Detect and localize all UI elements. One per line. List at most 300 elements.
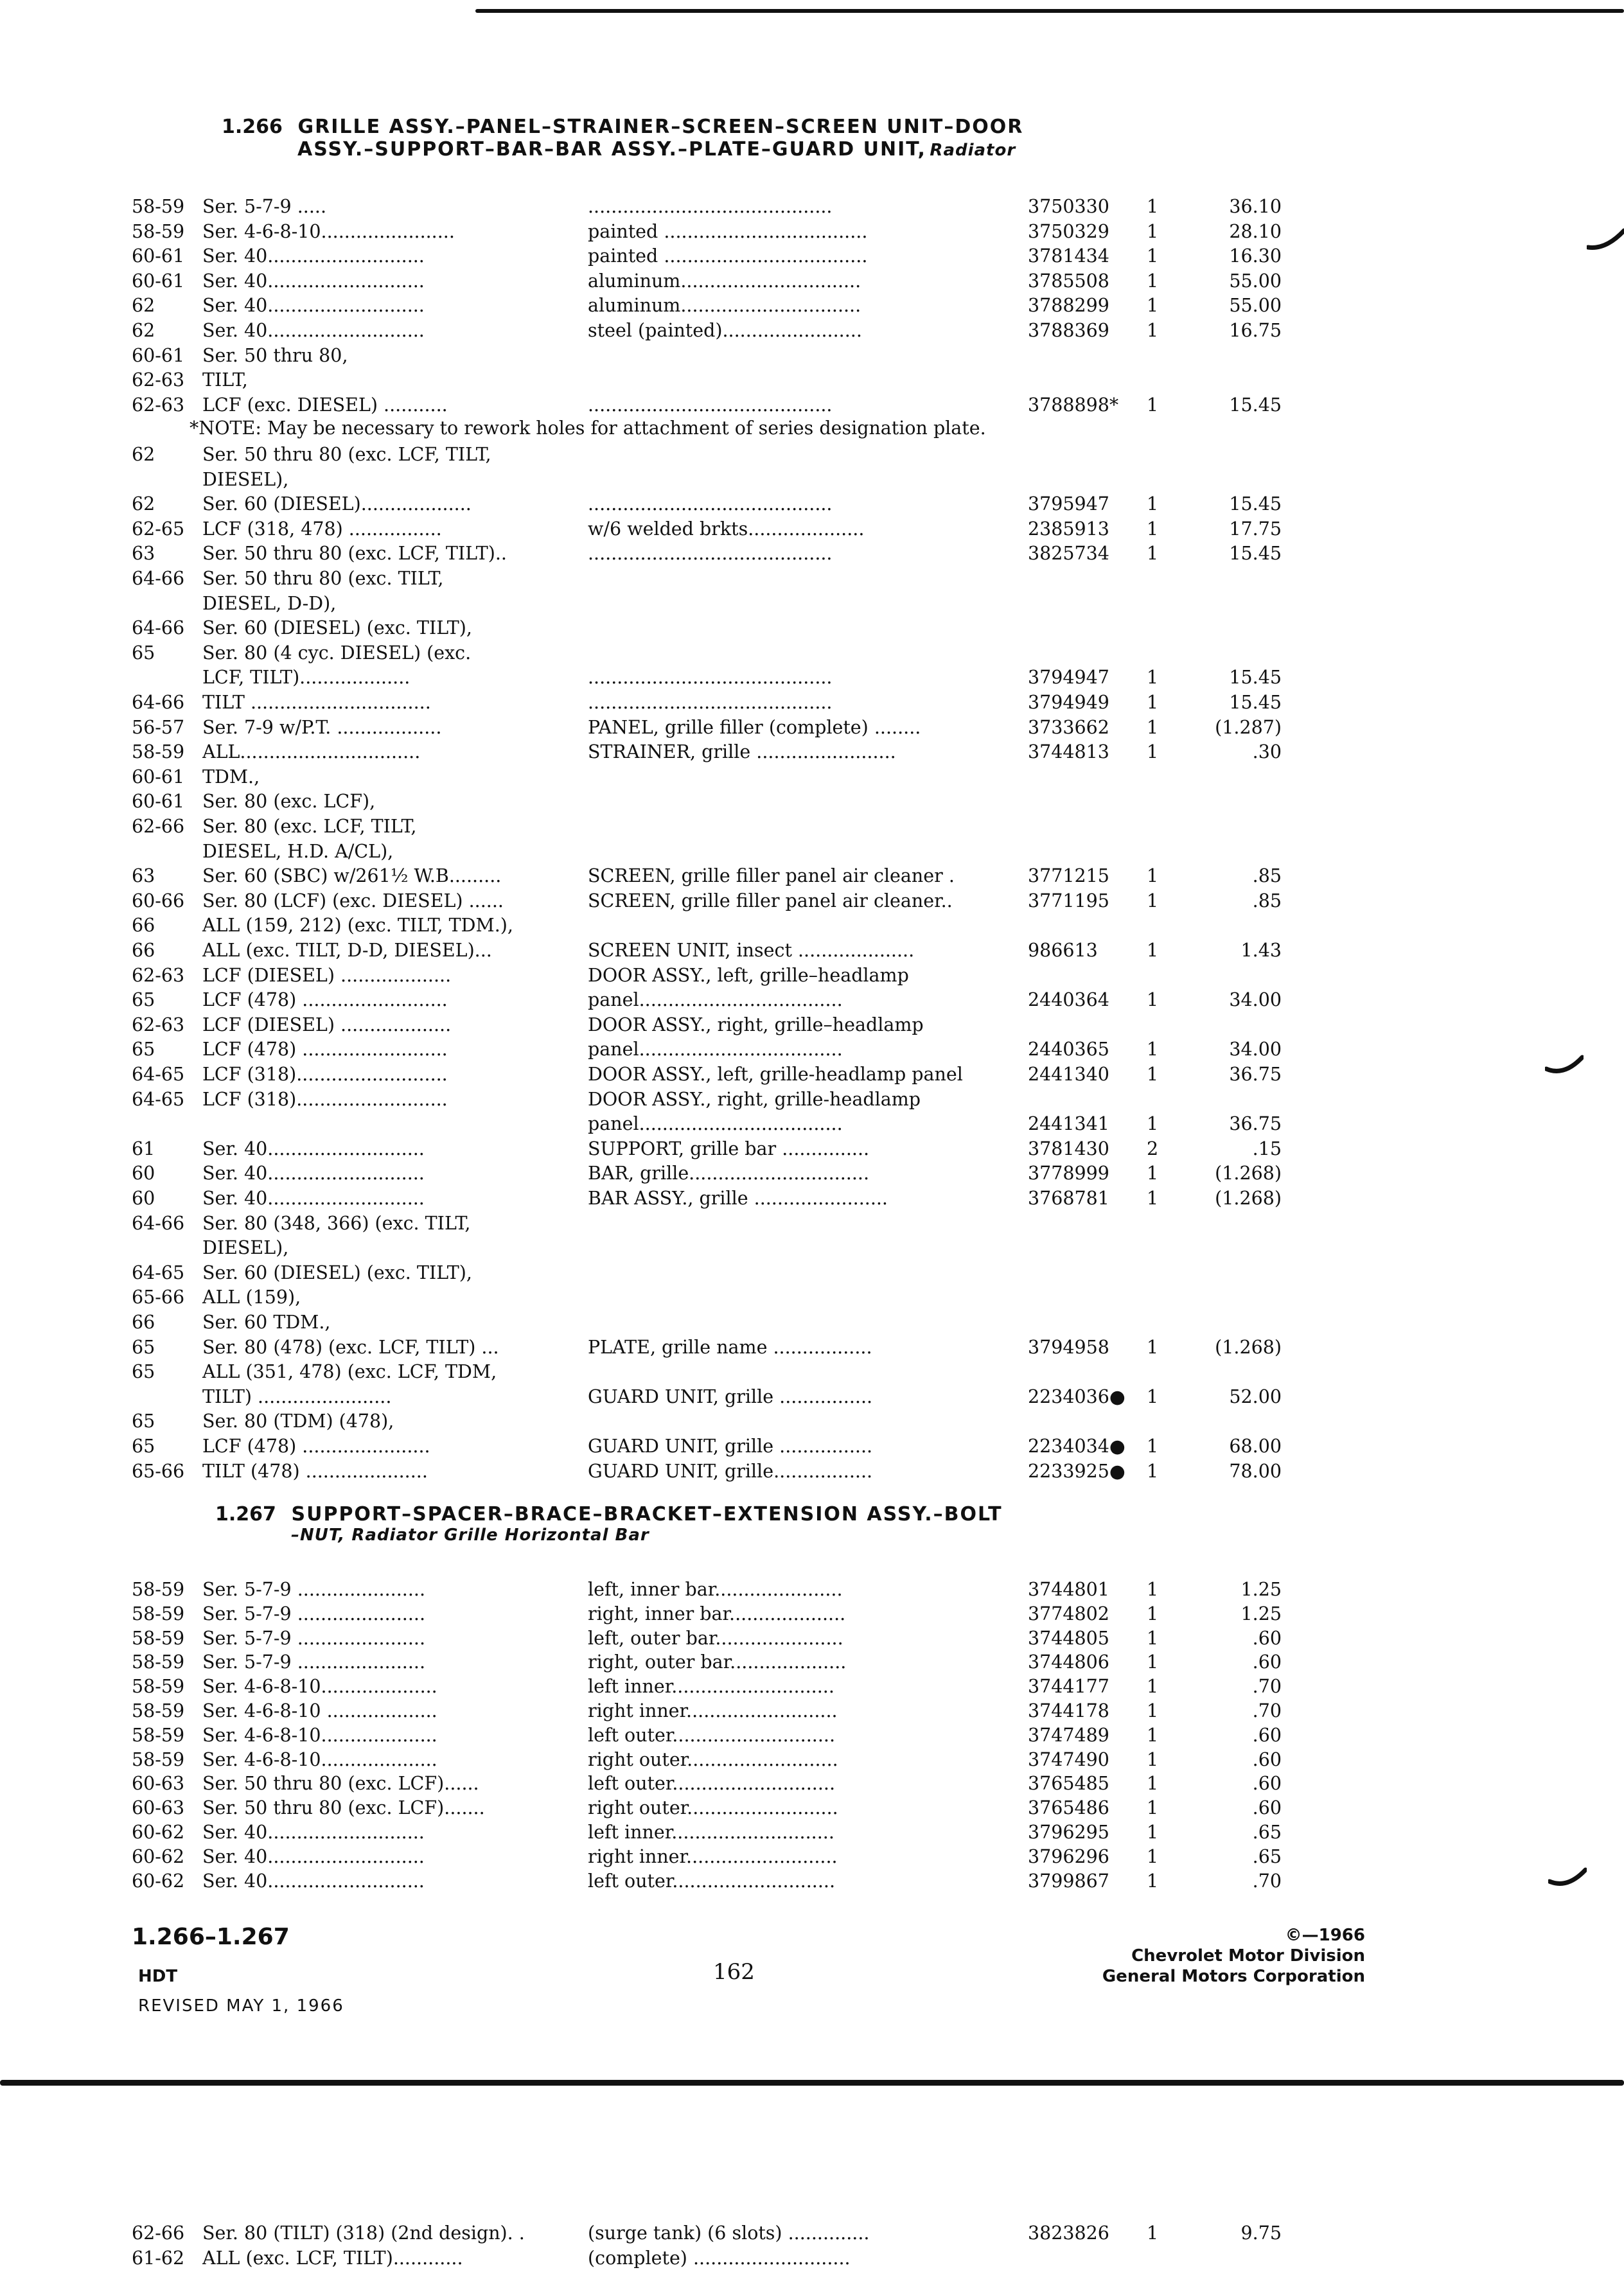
table-row	[0, 1845, 1624, 1869]
part-number-cell: 2441341	[1028, 1113, 1109, 1135]
application-cell: Ser. 50 thru 80,	[202, 344, 348, 366]
description-cell: right inner..........................	[588, 1700, 838, 1721]
quantity-cell: 1	[1147, 220, 1159, 242]
year-cell: 60-61	[132, 245, 185, 267]
quantity-cell: 1	[1147, 1627, 1159, 1649]
section-title-line1: GRILLE ASSY.–PANEL–STRAINER–SCREEN–SCREEN UNIT–DOOR	[297, 116, 1024, 138]
application-cell: ALL...............................	[202, 741, 421, 763]
quantity-cell: 1	[1147, 1748, 1159, 1770]
description-cell: right, outer bar....................	[588, 1651, 847, 1673]
quantity-cell: 1	[1147, 1773, 1159, 1795]
application-cell: Ser. 40...........................	[202, 1163, 425, 1184]
application-cell: Ser. 40...........................	[202, 320, 425, 341]
year-cell: 64-66	[132, 568, 185, 589]
year-cell: 62-63	[132, 1014, 185, 1035]
part-number-cell: 3747489	[1028, 1724, 1109, 1746]
part-number-cell: 3781434	[1028, 245, 1109, 267]
quantity-cell: 1	[1147, 2222, 1159, 2244]
year-cell: 60-66	[132, 890, 185, 911]
part-number-cell: 3765486	[1028, 1797, 1109, 1819]
price-cell: 1.43	[1240, 940, 1282, 961]
description-cell: DOOR ASSY., left, grille-headlamp panel	[588, 1064, 963, 1085]
year-cell: 63	[132, 543, 155, 565]
application-cell: ALL (exc. LCF, TILT)............	[202, 2247, 463, 2269]
table-row	[0, 1748, 1624, 1772]
year-cell: 62-63	[132, 964, 185, 986]
year-cell: 61-62	[132, 2247, 185, 2269]
table-row	[0, 592, 1624, 615]
price-cell: 36.75	[1229, 1113, 1282, 1135]
application-cell: TILT ...............................	[202, 692, 431, 713]
footer-company-line2: General Motors Corporation	[1102, 1967, 1365, 1986]
price-cell: 1.25	[1240, 1603, 1282, 1624]
part-number-cell: 3796295	[1028, 1822, 1109, 1843]
application-cell: Ser. 40...........................	[202, 1870, 425, 1892]
price-cell: 9.75	[1240, 2222, 1282, 2244]
application-cell: Ser. 60 (DIESEL) (exc. TILT),	[202, 1262, 472, 1283]
part-number-cell: 3794958	[1028, 1336, 1109, 1358]
year-cell: 62-66	[132, 816, 185, 837]
application-cell: LCF (318)..........................	[202, 1064, 448, 1085]
table-row	[0, 889, 1624, 913]
description-cell: left inner............................	[588, 1822, 834, 1843]
footer-company-line1: Chevrolet Motor Division	[1131, 1946, 1365, 1966]
description-cell: painted ...................................	[588, 245, 868, 267]
quantity-cell: 1	[1147, 940, 1159, 961]
table-row	[0, 616, 1624, 640]
description-cell: (surge tank) (6 slots) ..............	[588, 2222, 870, 2244]
application-cell: Ser. 80 (LCF) (exc. DIESEL) ......	[202, 890, 504, 911]
section-2-heading	[215, 1503, 1003, 1545]
year-cell: 65	[132, 642, 155, 664]
part-number-cell: 2385913	[1028, 518, 1109, 540]
table-row	[0, 1112, 1624, 1136]
quantity-cell: 1	[1147, 1436, 1159, 1457]
year-cell: 62	[132, 444, 155, 465]
footer-revised: REVISED MAY 1, 1966	[138, 1996, 344, 2016]
price-cell: 55.00	[1229, 270, 1282, 292]
price-cell: .70	[1252, 1676, 1282, 1698]
table-row	[0, 1013, 1624, 1037]
description-cell: BAR, grille...............................	[588, 1163, 870, 1184]
price-cell: 34.00	[1229, 989, 1282, 1011]
application-cell: Ser. 80 (TILT) (318) (2nd design). .	[202, 2222, 525, 2244]
section-number: 1.267	[215, 1503, 276, 1526]
application-cell: LCF (318, 478) ................	[202, 518, 442, 540]
table-row	[0, 468, 1624, 491]
description-cell: GUARD UNIT, grille.................	[588, 1460, 873, 1482]
quantity-cell: 1	[1147, 1039, 1159, 1060]
table-row	[0, 1626, 1624, 1650]
quantity-cell: 1	[1147, 1700, 1159, 1721]
year-cell: 60	[132, 1163, 155, 1184]
application-cell: DIESEL, H.D. A/CL),	[202, 840, 394, 862]
part-number-cell: 3795947	[1028, 493, 1109, 515]
year-cell: 66	[132, 915, 155, 937]
price-cell: 55.00	[1229, 295, 1282, 317]
price-cell: (1.268)	[1215, 1188, 1282, 1209]
description-cell: left, outer bar......................	[588, 1627, 843, 1649]
application-cell: DIESEL),	[202, 1237, 289, 1259]
part-number-cell: 3788299	[1028, 295, 1109, 317]
table-row	[0, 1796, 1624, 1820]
description-cell: BAR ASSY., grille .......................	[588, 1188, 888, 1209]
description-cell: panel...................................	[588, 989, 843, 1011]
description-cell: DOOR ASSY., right, grille-headlamp	[588, 1088, 921, 1110]
quantity-cell: 1	[1147, 1386, 1159, 1407]
table-row	[0, 269, 1624, 293]
price-cell: 34.00	[1229, 1039, 1282, 1060]
description-cell: STRAINER, grille ........................	[588, 741, 896, 763]
quantity-cell: 1	[1147, 493, 1159, 515]
table-row	[0, 1285, 1624, 1309]
quantity-cell: 1	[1147, 245, 1159, 267]
application-cell: LCF (478) .........................	[202, 989, 448, 1011]
price-cell: .85	[1252, 890, 1282, 911]
application-cell: Ser. 5-7-9 .....	[202, 196, 327, 217]
price-cell: 15.45	[1229, 692, 1282, 713]
application-cell: Ser. 50 thru 80 (exc. LCF)......	[202, 1773, 479, 1795]
year-cell: 65	[132, 989, 155, 1011]
check-mark	[1587, 228, 1624, 254]
table-row	[0, 567, 1624, 590]
check-mark	[1545, 1053, 1584, 1079]
application-cell: Ser. 4-6-8-10.......................	[202, 220, 455, 242]
application-cell: Ser. 50 thru 80 (exc. LCF, TILT,	[202, 444, 491, 465]
part-number-cell: 3794949	[1028, 692, 1109, 713]
part-number-cell: 3744801	[1028, 1579, 1109, 1600]
table-row	[0, 393, 1624, 417]
quantity-cell: 1	[1147, 890, 1159, 911]
application-cell: Ser. 60 TDM.,	[202, 1312, 331, 1333]
description-cell: painted ...................................	[588, 220, 868, 242]
application-cell: Ser. 4-6-8-10....................	[202, 1724, 437, 1746]
application-cell: Ser. 40...........................	[202, 1822, 425, 1843]
application-cell: Ser. 7-9 w/P.T. ..................	[202, 716, 442, 738]
quantity-cell: 1	[1147, 1188, 1159, 1209]
price-cell: (1.268)	[1215, 1163, 1282, 1184]
year-cell: 62-63	[132, 369, 185, 391]
table-row	[0, 864, 1624, 888]
table-row	[0, 1236, 1624, 1260]
application-cell: Ser. 40...........................	[202, 1188, 425, 1209]
description-cell: ..........................................	[588, 692, 833, 713]
part-number-cell: 3799867	[1028, 1870, 1109, 1892]
table-row	[0, 1186, 1624, 1210]
year-cell: 58-59	[132, 1651, 185, 1673]
year-cell: 62-65	[132, 518, 185, 540]
table-row	[0, 963, 1624, 987]
quantity-cell: 1	[1147, 1579, 1159, 1600]
application-cell: Ser. 80 (TDM) (478),	[202, 1411, 394, 1432]
application-cell: LCF (478) ......................	[202, 1436, 430, 1457]
application-cell: Ser. 40...........................	[202, 245, 425, 267]
part-number-cell: 2234036●	[1028, 1386, 1125, 1407]
table-row	[0, 1772, 1624, 1795]
description-cell: SCREEN UNIT, insect ....................	[588, 940, 915, 961]
table-row	[0, 641, 1624, 665]
part-number-cell: 3788369	[1028, 320, 1109, 341]
table-row	[0, 1409, 1624, 1433]
table-row	[0, 220, 1624, 243]
application-cell: ALL (351, 478) (exc. LCF, TDM,	[202, 1361, 497, 1383]
description-cell: ..........................................	[588, 543, 833, 565]
description-cell: DOOR ASSY., right, grille–headlamp	[588, 1014, 924, 1035]
part-number-cell: 3823826	[1028, 2222, 1109, 2244]
description-cell: left outer............................	[588, 1724, 836, 1746]
year-cell: 64-65	[132, 1088, 185, 1110]
part-number-cell: 2233925●	[1028, 1460, 1125, 1482]
description-cell: left, inner bar......................	[588, 1579, 843, 1600]
part-number-cell: 3747490	[1028, 1748, 1109, 1770]
description-cell: left inner............................	[588, 1676, 834, 1698]
part-number-cell: 3744805	[1028, 1627, 1109, 1649]
application-cell: Ser. 5-7-9 ......................	[202, 1603, 426, 1624]
year-cell: 58-59	[132, 1579, 185, 1600]
quantity-cell: 1	[1147, 1676, 1159, 1698]
part-number-cell: 3788898*	[1028, 394, 1119, 416]
description-cell: aluminum...............................	[588, 270, 861, 292]
footer-section-range: 1.266–1.267	[132, 1924, 290, 1950]
table-row	[0, 1602, 1624, 1626]
table-row	[0, 988, 1624, 1012]
description-cell: right, inner bar....................	[588, 1603, 846, 1624]
part-number-cell: 3744177	[1028, 1676, 1109, 1698]
quantity-cell: 1	[1147, 394, 1159, 416]
part-number-cell: 3794947	[1028, 667, 1109, 689]
part-number-cell: 2440365	[1028, 1039, 1109, 1060]
table-row	[0, 244, 1624, 268]
table-row	[0, 2246, 1624, 2270]
table-row	[0, 1062, 1624, 1086]
table-row	[0, 541, 1624, 565]
description-cell: ..........................................	[588, 493, 833, 515]
table-row	[0, 1360, 1624, 1384]
description-cell: SCREEN, grille filler panel air cleaner..	[588, 890, 953, 911]
year-cell: 60-61	[132, 766, 185, 787]
price-cell: 1.25	[1240, 1579, 1282, 1600]
table-row	[0, 443, 1624, 466]
table-row	[0, 368, 1624, 392]
table-row	[0, 789, 1624, 813]
year-cell: 62-66	[132, 2222, 185, 2244]
table-row	[0, 1723, 1624, 1747]
quantity-cell: 1	[1147, 1336, 1159, 1358]
year-cell: 58-59	[132, 196, 185, 217]
part-number-cell: 986613	[1028, 940, 1098, 961]
quantity-cell: 1	[1147, 1651, 1159, 1673]
price-cell: (1.268)	[1215, 1336, 1282, 1358]
description-cell: DOOR ASSY., left, grille–headlamp	[588, 964, 909, 986]
part-number-cell: 3785508	[1028, 270, 1109, 292]
section-1-heading	[222, 116, 1023, 161]
description-cell: w/6 welded brkts....................	[588, 518, 865, 540]
application-cell: Ser. 50 thru 80 (exc. TILT,	[202, 568, 444, 589]
section-title-suffix: Radiator	[930, 141, 1016, 160]
part-number-cell: 3744178	[1028, 1700, 1109, 1721]
part-number-cell: 3744806	[1028, 1651, 1109, 1673]
application-cell: LCF (478) .........................	[202, 1039, 448, 1060]
table-row	[0, 716, 1624, 739]
top-rule	[475, 9, 1624, 13]
quantity-cell: 1	[1147, 741, 1159, 763]
part-number-cell: 2440364	[1028, 989, 1109, 1011]
application-cell: LCF (exc. DIESEL) ...........	[202, 394, 448, 416]
description-cell: GUARD UNIT, grille ................	[588, 1436, 873, 1457]
price-cell: 15.45	[1229, 667, 1282, 689]
application-cell: Ser. 60 (DIESEL) (exc. TILT),	[202, 617, 472, 639]
section-number: 1.266	[222, 116, 283, 138]
table-row	[0, 195, 1624, 218]
application-cell: Ser. 80 (4 cyc. DIESEL) (exc.	[202, 642, 472, 664]
footer-copyright: ©—1966	[1285, 1926, 1365, 1945]
part-number-cell: 3750330	[1028, 196, 1109, 217]
year-cell: 56-57	[132, 716, 185, 738]
application-cell: Ser. 4-6-8-10 ...................	[202, 1700, 437, 1721]
table-row	[0, 1820, 1624, 1844]
application-cell: Ser. 50 thru 80 (exc. LCF, TILT)..	[202, 543, 507, 565]
price-cell: (1.287)	[1215, 716, 1282, 738]
part-number-cell: 3781430	[1028, 1138, 1109, 1159]
quantity-cell: 1	[1147, 543, 1159, 565]
price-cell: .15	[1252, 1138, 1282, 1159]
table-row	[0, 1087, 1624, 1111]
table-row	[0, 1335, 1624, 1359]
year-cell: 58-59	[132, 1724, 185, 1746]
year-cell: 60-62	[132, 1822, 185, 1843]
description-cell: right inner..........................	[588, 1845, 838, 1867]
table-row	[0, 1261, 1624, 1285]
table-row	[0, 1459, 1624, 1483]
table-row	[0, 344, 1624, 367]
year-cell: 58-59	[132, 1627, 185, 1649]
application-cell: Ser. 40...........................	[202, 295, 425, 317]
price-cell: 78.00	[1229, 1460, 1282, 1482]
table-row	[0, 665, 1624, 689]
price-cell: 15.45	[1229, 394, 1282, 416]
year-cell: 66	[132, 940, 155, 961]
quantity-cell: 1	[1147, 196, 1159, 217]
description-cell: panel...................................	[588, 1113, 843, 1135]
year-cell: 64-66	[132, 1212, 185, 1234]
year-cell: 62-63	[132, 394, 185, 416]
table-row	[0, 913, 1624, 937]
description-cell: GUARD UNIT, grille ................	[588, 1386, 873, 1407]
description-cell: left outer............................	[588, 1773, 836, 1795]
application-cell: Ser. 50 thru 80 (exc. LCF).......	[202, 1797, 485, 1819]
year-cell: 66	[132, 1312, 155, 1333]
description-cell: PANEL, grille filler (complete) ........	[588, 716, 921, 738]
page-divider	[0, 2080, 1624, 2086]
quantity-cell: 1	[1147, 716, 1159, 738]
table-row	[0, 2221, 1624, 2245]
table-row	[0, 1310, 1624, 1334]
year-cell: 63	[132, 865, 155, 887]
price-cell: .85	[1252, 865, 1282, 887]
table-row	[0, 1037, 1624, 1061]
price-cell: 36.75	[1229, 1064, 1282, 1085]
price-cell: 68.00	[1229, 1436, 1282, 1457]
table-note: *NOTE: May be necessary to rework holes for attachment of series designation plate.	[190, 418, 986, 439]
price-cell: .30	[1252, 741, 1282, 763]
price-cell: .70	[1252, 1870, 1282, 1892]
part-number-cell: 2234034●	[1028, 1436, 1125, 1457]
application-cell: Ser. 60 (SBC) w/261½ W.B.........	[202, 865, 502, 887]
description-cell: SUPPORT, grille bar ...............	[588, 1138, 870, 1159]
year-cell: 60-63	[132, 1797, 185, 1819]
price-cell: .70	[1252, 1700, 1282, 1721]
year-cell: 58-59	[132, 220, 185, 242]
part-number-cell: 3765485	[1028, 1773, 1109, 1795]
description-cell: steel (painted)........................	[588, 320, 862, 341]
part-number-cell: 3750329	[1028, 220, 1109, 242]
year-cell: 61	[132, 1138, 155, 1159]
price-cell: .65	[1252, 1845, 1282, 1867]
quantity-cell: 1	[1147, 1822, 1159, 1843]
application-cell: Ser. 5-7-9 ......................	[202, 1579, 426, 1600]
table-row	[0, 1434, 1624, 1458]
part-number-cell: 3774802	[1028, 1603, 1109, 1624]
price-cell: .60	[1252, 1797, 1282, 1819]
year-cell: 58-59	[132, 1603, 185, 1624]
application-cell: LCF (DIESEL) ...................	[202, 1014, 452, 1035]
part-number-cell: 3778999	[1028, 1163, 1109, 1184]
table-row	[0, 1161, 1624, 1185]
table-row	[0, 1385, 1624, 1409]
application-cell: Ser. 60 (DIESEL)...................	[202, 493, 472, 515]
price-cell: .60	[1252, 1651, 1282, 1673]
price-cell: 17.75	[1229, 518, 1282, 540]
part-number-cell: 3796296	[1028, 1845, 1109, 1867]
table-row	[0, 492, 1624, 516]
year-cell: 64-66	[132, 692, 185, 713]
year-cell: 60-63	[132, 1773, 185, 1795]
application-cell: Ser. 40...........................	[202, 270, 425, 292]
part-number-cell: 2441340	[1028, 1064, 1109, 1085]
year-cell: 58-59	[132, 741, 185, 763]
quantity-cell: 1	[1147, 1845, 1159, 1867]
application-cell: DIESEL, D-D),	[202, 592, 337, 614]
quantity-cell: 1	[1147, 1163, 1159, 1184]
part-number-cell: 3733662	[1028, 716, 1109, 738]
year-cell: 58-59	[132, 1676, 185, 1698]
quantity-cell: 1	[1147, 320, 1159, 341]
part-number-cell: 3825734	[1028, 543, 1109, 565]
year-cell: 64-65	[132, 1064, 185, 1085]
part-number-cell: 3768781	[1028, 1188, 1109, 1209]
part-number-cell: 3744813	[1028, 741, 1109, 763]
part-number-cell: 3771195	[1028, 890, 1109, 911]
year-cell: 65-66	[132, 1460, 185, 1482]
quantity-cell: 1	[1147, 692, 1159, 713]
table-row	[0, 1578, 1624, 1601]
application-cell: Ser. 80 (exc. LCF),	[202, 791, 376, 813]
table-row	[0, 319, 1624, 342]
year-cell: 60-61	[132, 270, 185, 292]
year-cell: 60-62	[132, 1845, 185, 1867]
quantity-cell: 2	[1147, 1138, 1159, 1159]
table-row	[0, 938, 1624, 962]
table-row	[0, 1211, 1624, 1235]
application-cell: ALL (159),	[202, 1287, 301, 1308]
quantity-cell: 1	[1147, 667, 1159, 689]
application-cell: Ser. 5-7-9 ......................	[202, 1627, 426, 1649]
table-row	[0, 294, 1624, 317]
section-title-line2: –NUT, Radiator Grille Horizontal Bar	[291, 1526, 649, 1545]
description-cell: panel...................................	[588, 1039, 843, 1060]
application-cell: TDM.,	[202, 766, 260, 787]
price-cell: .60	[1252, 1627, 1282, 1649]
